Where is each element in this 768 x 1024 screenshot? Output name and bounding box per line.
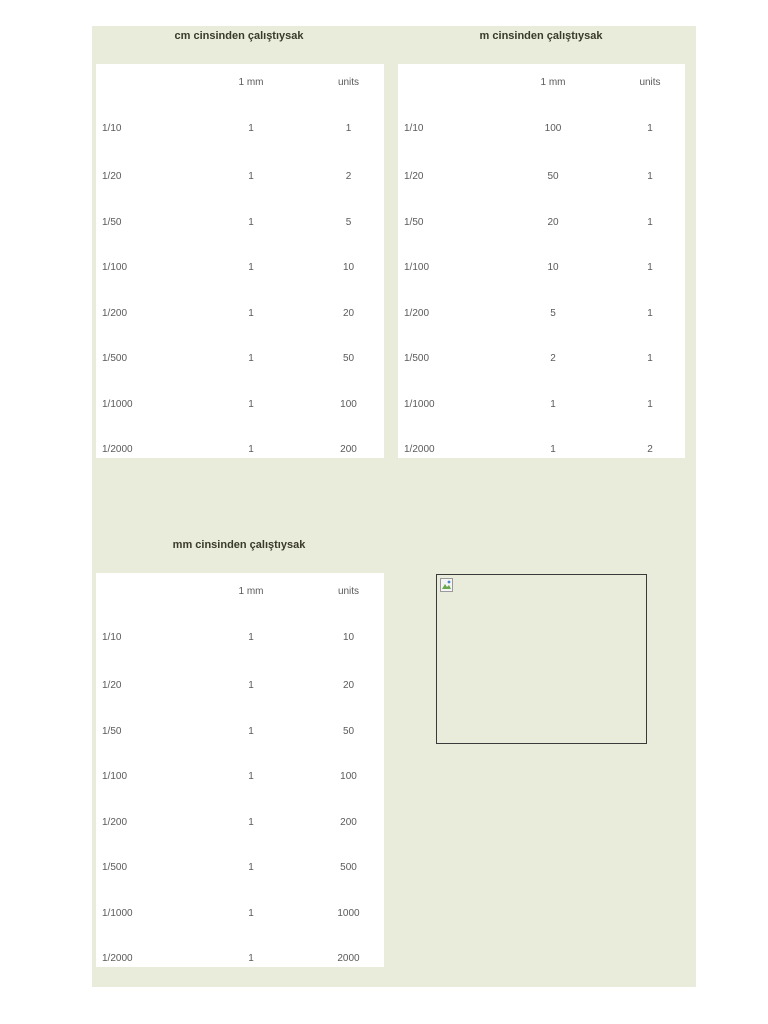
- cell-1mm: 1: [248, 171, 254, 183]
- broken-image-icon: [440, 578, 454, 592]
- table-row: [398, 382, 685, 428]
- col-header-scale: [96, 573, 189, 611]
- cell-scale: 1/20: [102, 171, 122, 183]
- table-cm: [96, 64, 384, 458]
- col-header-units: units: [639, 77, 661, 88]
- col-header-units: units: [337, 77, 360, 88]
- cell-scale: 1/1000: [102, 907, 133, 919]
- cell-scale: 1/200: [102, 307, 128, 319]
- table-row: [398, 291, 685, 337]
- cell-units: 2000: [337, 953, 360, 965]
- cell-1mm: 1: [248, 907, 254, 919]
- table-row: [96, 709, 384, 755]
- section-title-cm: cm cinsinden çalıştıysak: [174, 30, 304, 42]
- cell-1mm: 1: [248, 307, 254, 319]
- table-row: [96, 427, 384, 473]
- cell-units: 20: [342, 680, 355, 692]
- cell-units: 1000: [337, 907, 360, 919]
- table-row: [96, 291, 384, 337]
- cell-scale: 1/100: [404, 262, 430, 274]
- table-row: [96, 845, 384, 891]
- cell-scale: 1/2000: [102, 444, 133, 456]
- cell-1mm: 1: [248, 816, 254, 828]
- col-header-units: units: [337, 586, 360, 597]
- table-row: [96, 800, 384, 846]
- cell-units: 20: [342, 307, 355, 319]
- cell-scale: 1/50: [404, 216, 424, 228]
- cell-1mm: 1: [248, 680, 254, 692]
- cell-scale: 1/500: [102, 862, 128, 874]
- table-row: [96, 336, 384, 382]
- cell-units: 1: [647, 171, 653, 183]
- table-row: [96, 891, 384, 937]
- cell-units: 10: [342, 262, 355, 274]
- cell-scale: 1/10: [102, 631, 122, 643]
- cell-units: 1: [345, 122, 352, 134]
- table-row: [96, 936, 384, 982]
- section-title-mm: mm cinsinden çalıştıysak: [172, 539, 306, 551]
- cell-1mm: 1: [248, 122, 254, 134]
- cell-scale: 1/100: [102, 771, 128, 783]
- cell-units: 1: [647, 398, 653, 410]
- cell-scale: 1/500: [404, 353, 430, 365]
- cell-units: 1: [647, 122, 653, 134]
- cell-units: 1: [647, 307, 653, 319]
- cell-scale: 1/500: [102, 353, 128, 365]
- table-header-row: [398, 64, 685, 102]
- table-row: [96, 102, 384, 154]
- cell-units: 10: [342, 631, 355, 643]
- cell-units: 50: [342, 353, 355, 365]
- cell-1mm: 1: [248, 631, 254, 643]
- cell-1mm: 1: [248, 216, 254, 228]
- cell-units: 5: [345, 216, 352, 228]
- table-row: [96, 382, 384, 428]
- cell-1mm: 1: [550, 444, 556, 456]
- cell-1mm: 5: [550, 307, 556, 319]
- cell-units: 100: [340, 398, 357, 410]
- cell-units: 500: [340, 862, 357, 874]
- table-row: [398, 154, 685, 200]
- cell-scale: 1/1000: [404, 398, 435, 410]
- col-header-1mm: 1 mm: [238, 77, 264, 88]
- cell-units: 50: [342, 725, 355, 737]
- col-header-scale: [96, 64, 189, 102]
- table-row: [96, 754, 384, 800]
- cell-scale: 1/10: [404, 122, 424, 134]
- cell-1mm: 50: [547, 171, 559, 183]
- table-row: [96, 663, 384, 709]
- cell-units: 1: [647, 262, 653, 274]
- table-row: [96, 200, 384, 246]
- table-row: [398, 102, 685, 154]
- table-row: [398, 200, 685, 246]
- cell-1mm: 1: [248, 862, 254, 874]
- cell-1mm: 1: [248, 398, 254, 410]
- table-mm: [96, 573, 384, 967]
- cell-units: 1: [647, 353, 653, 365]
- cell-units: 2: [345, 171, 352, 183]
- col-header-1mm: 1 mm: [238, 586, 264, 597]
- section-title-m: m cinsinden çalıştıysak: [479, 30, 603, 42]
- cell-scale: 1/200: [404, 307, 430, 319]
- cell-scale: 1/50: [102, 725, 122, 737]
- cell-1mm: 1: [550, 398, 556, 410]
- cell-1mm: 1: [248, 771, 254, 783]
- cell-units: 2: [647, 444, 653, 456]
- col-header-scale: [398, 64, 491, 102]
- cell-1mm: 1: [248, 353, 254, 365]
- table-row: [96, 611, 384, 663]
- cell-units: 1: [647, 216, 653, 228]
- image-placeholder: [436, 574, 647, 744]
- table-row: [96, 245, 384, 291]
- cell-scale: 1/200: [102, 816, 128, 828]
- cell-scale: 1/20: [102, 680, 122, 692]
- cell-units: 200: [340, 816, 357, 828]
- cell-1mm: 100: [544, 122, 562, 134]
- cell-1mm: 20: [547, 216, 559, 228]
- cell-scale: 1/50: [102, 216, 122, 228]
- cell-1mm: 2: [550, 353, 556, 365]
- cell-scale: 1/10: [102, 122, 122, 134]
- cell-scale: 1/20: [404, 171, 424, 183]
- cell-1mm: 1: [248, 444, 254, 456]
- table-m: [398, 64, 685, 458]
- cell-scale: 1/2000: [404, 444, 435, 456]
- table-row: [398, 427, 685, 473]
- cell-1mm: 1: [248, 262, 254, 274]
- table-header-row: [96, 573, 384, 611]
- cell-scale: 1/2000: [102, 953, 133, 965]
- table-header-row: [96, 64, 384, 102]
- cell-1mm: 10: [547, 262, 559, 274]
- cell-1mm: 1: [248, 725, 254, 737]
- table-row: [398, 336, 685, 382]
- cell-units: 100: [340, 771, 357, 783]
- cell-scale: 1/100: [102, 262, 128, 274]
- cell-units: 200: [340, 444, 357, 456]
- table-row: [398, 245, 685, 291]
- cell-scale: 1/1000: [102, 398, 133, 410]
- cell-1mm: 1: [248, 953, 254, 965]
- col-header-1mm: 1 mm: [540, 77, 566, 88]
- table-row: [96, 154, 384, 200]
